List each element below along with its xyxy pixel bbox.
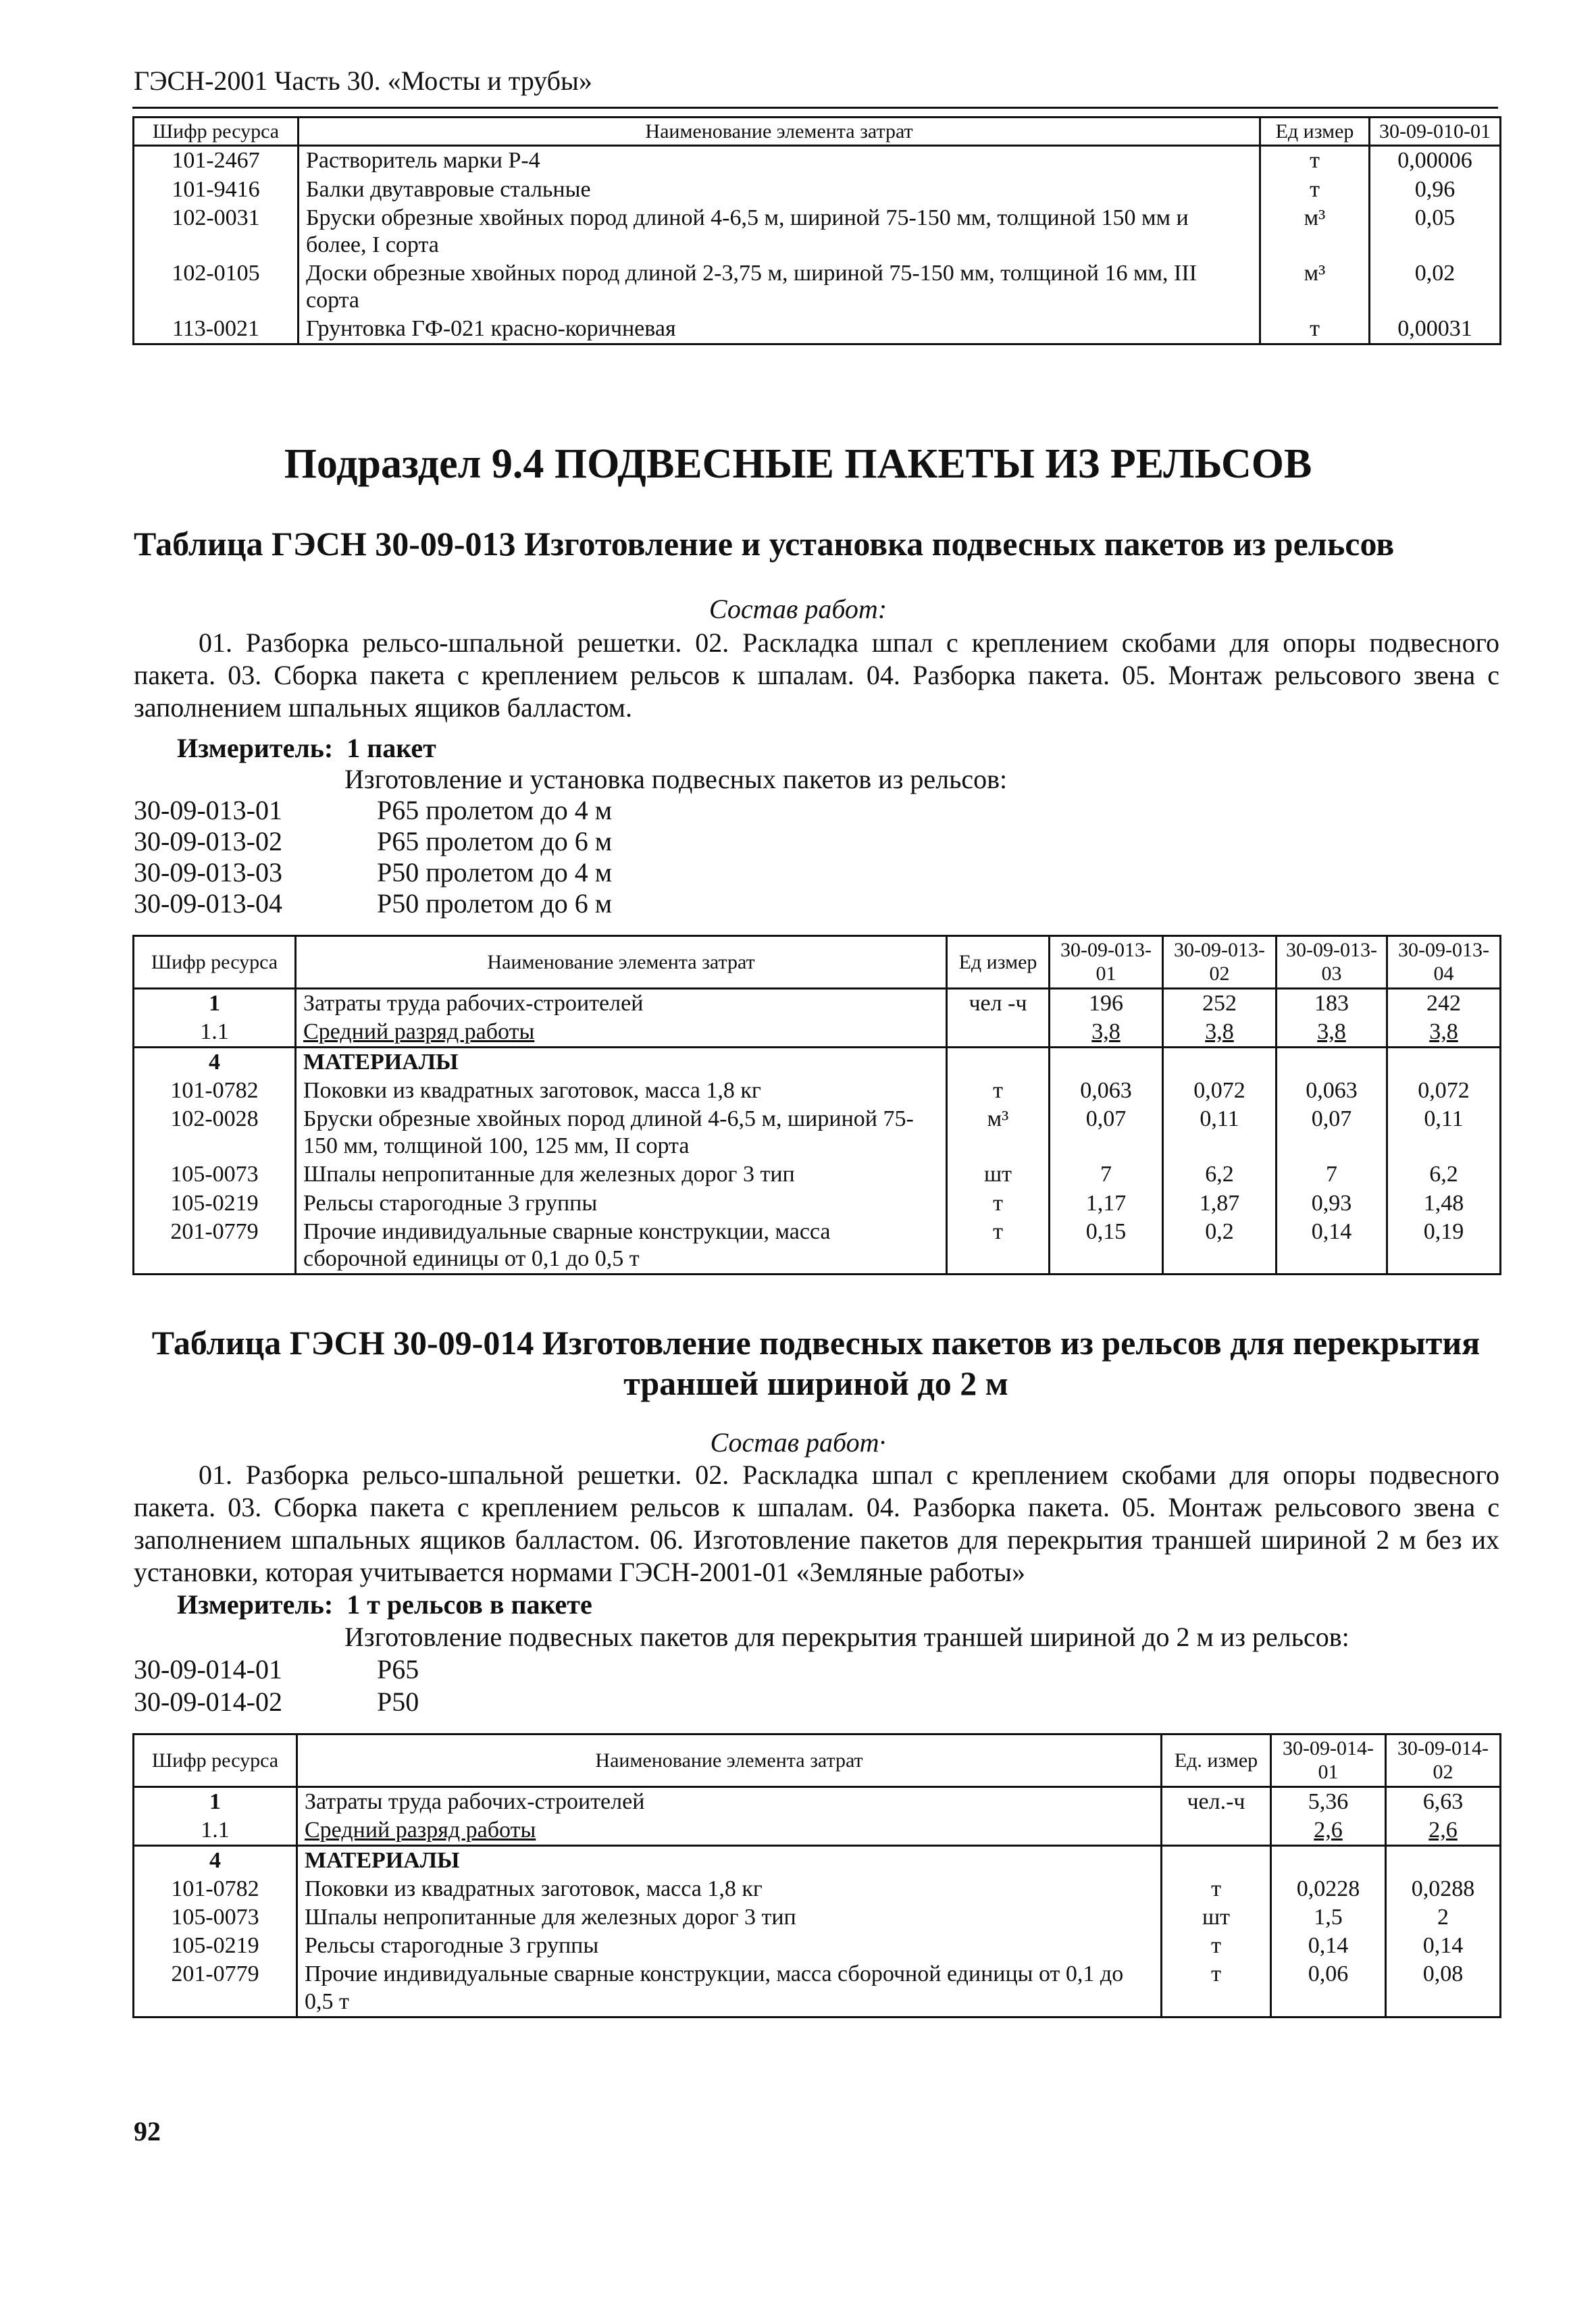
work-composition-text: 01. Разборка рельсо-шпальной решетки. 02. Раскладка шпал с креплением скобами для опоры подвесного пакета. 03. Сборка пакета с креплением рельсов к шпалам. 04. Разборка пакета. 05. Монтаж рельсового звена с заполнением шпальных ящиков балластом. [134,627,1499,723]
cell-value: 0,02 [1370,259,1501,315]
cell-name: Балки двутавровые стальные [299,176,1260,204]
cell-code: 4 [134,1048,296,1077]
cell-value: 3,8 [1163,1018,1277,1048]
cell-name: Шпалы непропитанные для железных дорог 3 тип [297,1903,1162,1932]
cell-code: 105-0073 [134,1903,297,1932]
cell-value: 0,14 [1386,1932,1501,1960]
cell-code: 102-0031 [134,204,299,259]
col-header-name: Наименование элемента затрат [296,936,947,989]
cell-value: 0,05 [1370,204,1501,259]
norm-code-line [134,888,612,919]
cell-value: 242 [1387,988,1501,1018]
meter-line [177,1589,592,1620]
cell-value: 7 [1050,1160,1163,1189]
cell-code: 201-0779 [134,1218,296,1275]
cell-unit: т [947,1218,1050,1275]
col-header-norm: 30-09-014-01 [1271,1734,1386,1787]
cell-name: Поковки из квадратных заготовок, масса 1,8 кг [296,1077,947,1105]
norm-code-line [134,794,612,826]
cell-code: 101-2467 [134,146,299,176]
resource-table-013 [132,935,1501,1275]
table-row [134,1189,1501,1218]
meter-label: Измеритель: [177,1589,334,1620]
norm-desc: Р50 пролетом до 6 м [377,888,613,919]
cell-value: 183 [1277,988,1387,1018]
cell-name: Прочие индивидуальные сварные конструкции, масса сборочной единицы от 0,1 до 0,5 т [297,1960,1162,2017]
cell-value: 0,072 [1387,1077,1501,1105]
cell-value: 2,6 [1271,1816,1386,1846]
cell-unit: м³ [1260,204,1370,259]
cell-value: 0,00031 [1370,315,1501,344]
cell-value: 0,11 [1387,1105,1501,1160]
header-rule [132,107,1498,109]
cell-code: 102-0105 [134,259,299,315]
cell-code: 1.1 [134,1816,297,1846]
cell-value: 3,8 [1277,1018,1387,1048]
cell-code: 101-0782 [134,1875,297,1903]
norm-intro: Изготовление и установка подвесных пакетов из рельсов: [344,764,1008,794]
cell-code: 4 [134,1846,297,1876]
cell-code: 105-0219 [134,1189,296,1218]
cell-name: Шпалы непропитанные для железных дорог 3 тип [296,1160,947,1189]
cell-value: 252 [1163,988,1277,1018]
cell-value: 0,0288 [1386,1875,1501,1903]
norm-code: 30-09-013-01 [134,795,282,825]
subsection-title: Подраздел 9.4 ПОДВЕСНЫЕ ПАКЕТЫ ИЗ РЕЛЬСОВ [284,441,1312,487]
cell-unit-empty [1162,1816,1271,1846]
table-header-row [134,1734,1501,1787]
cell-unit: т [1162,1875,1271,1903]
cell-code: 101-0782 [134,1077,296,1105]
cell-unit-empty [947,1018,1050,1048]
meter-label: Измеритель: [177,733,334,763]
cell-unit: т [1260,315,1370,344]
cell-name: Доски обрезные хвойных пород длиной 2-3,75 м, шириной 75-150 мм, толщиной 16 мм, III сорта [299,259,1260,315]
cell-unit: т [1162,1932,1271,1960]
cell-name: Прочие индивидуальные сварные конструкции, масса сборочной единицы от 0,1 до 0,5 т [296,1218,947,1275]
col-header-name: Наименование элемента затрат [299,118,1260,146]
cell-unit: т [1260,176,1370,204]
norm-code: 30-09-013-04 [134,888,282,919]
table-row [134,1903,1501,1932]
cell-name: Средний разряд работы [296,1018,947,1048]
col-header-unit: Ед измер [947,936,1050,989]
table-row [134,315,1501,344]
resource-table-014 [132,1733,1501,2018]
cell-value: 0,2 [1163,1218,1277,1275]
cell-value: 0,06 [1271,1960,1386,2017]
cell-name: Бруски обрезные хвойных пород длиной 4-6,5 м, шириной 75-150 мм, толщиной 100, 125 мм, II сорта [296,1105,947,1160]
table-row [134,1875,1501,1903]
cell-value: 6,2 [1163,1160,1277,1189]
norm-code-line [134,856,612,888]
cell-value: 0,07 [1277,1105,1387,1160]
cell-name: Рельсы старогодные 3 группы [297,1932,1162,1960]
cell-code: 1.1 [134,1018,296,1048]
cell-value: 1,5 [1271,1903,1386,1932]
norm-desc: Р50 [377,1687,419,1717]
work-composition-label: Состав работ: [709,594,887,624]
cell-unit: т [947,1077,1050,1105]
work-composition-text: 01. Разборка рельсо-шпальной решетки. 02. Раскладка шпал с креплением скобами для опоры подвесного пакета. 03. Сборка пакета с креплением рельсов к шпалам. 04. Разборка пакета. 05. Монтаж рельсового звена с заполнением шпальных ящиков балластом. 06. Изготовление пакетов для перекрытия траншей шириной 2 м без их установки, которая учитывается нормами ГЭСН-2001-01 «Земляные работы» [134,1460,1499,1587]
cell-code: 105-0073 [134,1160,296,1189]
col-header-norm: 30-09-013-04 [1387,936,1501,989]
norm-desc: Р65 пролетом до 4 м [377,795,613,825]
running-header: ГЭСН-2001 Часть 30. «Мосты и трубы» [134,66,592,96]
table-row [134,1160,1501,1189]
cell-value: 2 [1386,1903,1501,1932]
cell-code: 105-0219 [134,1932,297,1960]
table-row [134,1218,1501,1275]
norm-desc: Р65 пролетом до 6 м [377,826,613,856]
cell-name: Рельсы старогодные 3 группы [296,1189,947,1218]
cell-value: 3,8 [1050,1018,1163,1048]
table-header-row [134,118,1501,146]
norm-desc: Р65 [377,1654,419,1685]
table-row-materials-heading [134,1846,1501,1876]
col-header-norm: 30-09-010-01 [1370,118,1501,146]
norm-code-line [134,825,612,857]
table-header-row [134,936,1501,989]
cell-code: 113-0021 [134,315,299,344]
table-013-title: Таблица ГЭСН 30-09-013 Изготовление и установка подвесных пакетов из рельсов [134,525,1395,563]
meter-value: 1 т рельсов в пакете [346,1589,592,1620]
cell-value: 0,07 [1050,1105,1163,1160]
cell-value: 0,08 [1386,1960,1501,2017]
col-header-code: Шифр ресурса [134,936,296,989]
page-number: 92 [134,2116,161,2146]
cell-unit: шт [1162,1903,1271,1932]
cell-unit: м³ [1260,259,1370,315]
cell-code: 1 [134,988,296,1018]
table-row [134,1786,1501,1816]
table-row [134,1077,1501,1105]
cell-unit: т [947,1189,1050,1218]
cell-value: 0,93 [1277,1189,1387,1218]
cell-value: 0,063 [1050,1077,1163,1105]
norm-intro: Изготовление подвесных пакетов для перекрытия траншей шириной до 2 м из рельсов: [344,1622,1349,1652]
cell-unit: чел -ч [947,988,1050,1018]
cell-value: 0,14 [1271,1932,1386,1960]
table-row [134,204,1501,259]
cell-name: Бруски обрезные хвойных пород длиной 4-6,5 м, шириной 75-150 мм, толщиной 150 мм и более, I сорта [299,204,1260,259]
cell-value: 1,48 [1387,1189,1501,1218]
norm-desc: Р50 пролетом до 4 м [377,857,613,888]
cell-code: 101-9416 [134,176,299,204]
cell-value: 196 [1050,988,1163,1018]
norm-code: 30-09-013-03 [134,857,282,888]
cell-value: 6,63 [1386,1786,1501,1816]
norm-code: 30-09-013-02 [134,826,282,856]
table-014-title: Таблица ГЭСН 30-09-014 Изготовление подвесных пакетов из рельсов для перекрытия траншей шириной до 2 м [151,1324,1481,1402]
cell-value: 5,36 [1271,1786,1386,1816]
col-header-unit: Ед. измер [1162,1734,1271,1787]
table-row [134,988,1501,1018]
meter-line [177,732,436,764]
cell-value: 0,15 [1050,1218,1163,1275]
table-row [134,146,1501,176]
cell-value: 0,14 [1277,1218,1387,1275]
meter-value: 1 пакет [346,733,436,763]
cell-unit: т [1162,1960,1271,2017]
norm-code: 30-09-014-02 [134,1687,282,1717]
col-header-norm: 30-09-013-03 [1277,936,1387,989]
cell-unit: м³ [947,1105,1050,1160]
cell-value: 0,0228 [1271,1875,1386,1903]
cell-name: Поковки из квадратных заготовок, масса 1,8 кг [297,1875,1162,1903]
cell-value: 0,063 [1277,1077,1387,1105]
table-row-materials-heading [134,1048,1501,1077]
cell-code: 1 [134,1786,297,1816]
col-header-name: Наименование элемента затрат [297,1734,1162,1787]
cell-value: 7 [1277,1160,1387,1189]
col-header-code: Шифр ресурса [134,1734,297,1787]
table-row [134,1018,1501,1048]
cell-value: 3,8 [1387,1018,1501,1048]
col-header-unit: Ед измер [1260,118,1370,146]
table-row [134,1932,1501,1960]
table-row [134,1105,1501,1160]
cell-name: Затраты труда рабочих-строителей [297,1786,1162,1816]
col-header-code: Шифр ресурса [134,118,299,146]
work-composition-label: Состав работ· [710,1427,886,1458]
cell-code: 201-0779 [134,1960,297,2017]
resource-table-010 [132,116,1501,345]
norm-code: 30-09-014-01 [134,1654,282,1685]
cell-code: 102-0028 [134,1105,296,1160]
cell-value: 2,6 [1386,1816,1501,1846]
cell-value: 1,87 [1163,1189,1277,1218]
cell-unit: чел.-ч [1162,1786,1271,1816]
cell-value: 0,072 [1163,1077,1277,1105]
cell-value: 0,96 [1370,176,1501,204]
table-row [134,259,1501,315]
cell-name: Растворитель марки Р-4 [299,146,1260,176]
col-header-norm: 30-09-013-02 [1163,936,1277,989]
col-header-norm: 30-09-013-01 [1050,936,1163,989]
cell-name: Затраты труда рабочих-строителей [296,988,947,1018]
cell-value: 0,11 [1163,1105,1277,1160]
materials-heading: МАТЕРИАЛЫ [297,1846,1162,1876]
cell-value: 6,2 [1387,1160,1501,1189]
cell-value: 0,19 [1387,1218,1501,1275]
table-row [134,1960,1501,2017]
cell-value: 0,00006 [1370,146,1501,176]
col-header-norm: 30-09-014-02 [1386,1734,1501,1787]
cell-unit: шт [947,1160,1050,1189]
table-row [134,176,1501,204]
cell-unit: т [1260,146,1370,176]
materials-heading: МАТЕРИАЛЫ [296,1048,947,1077]
norm-code-line [134,1686,419,1718]
cell-name: Грунтовка ГФ-021 красно-коричневая [299,315,1260,344]
table-row [134,1816,1501,1846]
cell-name: Средний разряд работы [297,1816,1162,1846]
norm-code-line [134,1653,419,1685]
cell-value: 1,17 [1050,1189,1163,1218]
